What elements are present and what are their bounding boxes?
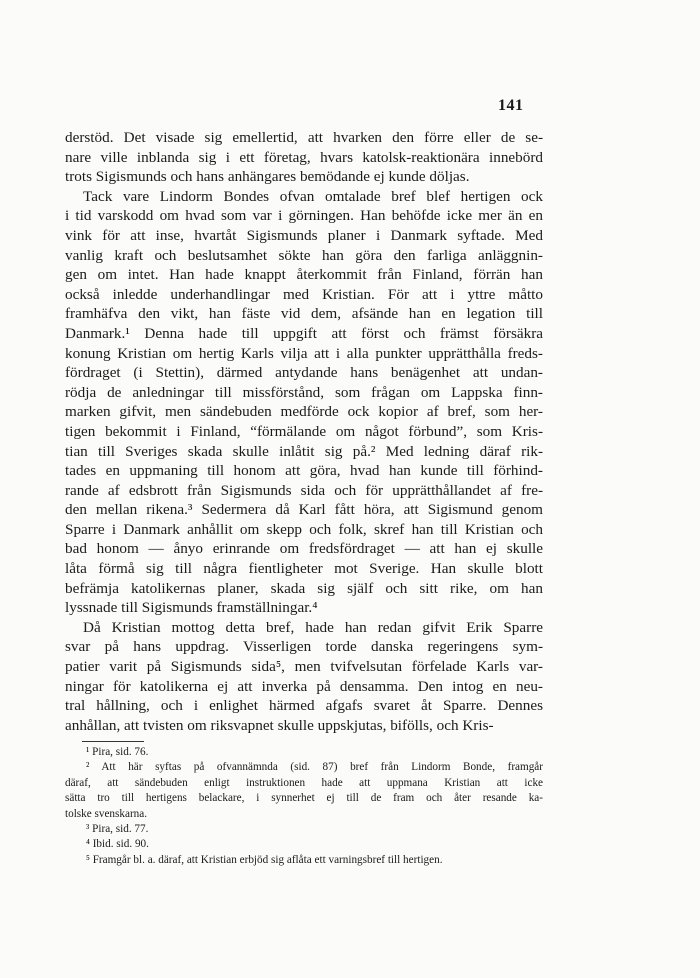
text-line: svar på hans uppdrag. Visserligen torde danska regeringens sym- (65, 638, 543, 656)
text-line: vanlig kraft och beslutsamhet sökte han göra den farliga anläggnin- (65, 246, 543, 264)
text-line: framhäfva den vikt, han fäste vid dem, afsände han en legation till (65, 305, 543, 323)
text-line: ningar för katolikerna ej att inverka på densamma. Den intog en neu- (65, 677, 543, 695)
text-line: Tack vare Lindorm Bondes ofvan omtalade bref blef hertigen ock (83, 187, 543, 205)
text-line: befrämja katolikernas planer, skada sig själf och sitt rike, om han (65, 579, 543, 597)
paragraph (65, 618, 543, 736)
footnote-line: ⁴ Ibid. sid. 90. (86, 838, 149, 851)
footnote-line: tolske svenskarna. (65, 807, 148, 820)
text-line: anhållan, att tvisten om riksvapnet skulle uppskjutas, bifölls, och Kris- (65, 716, 494, 734)
footnote (65, 760, 543, 822)
text-line: patier varit på Sigismunds sida⁵, men tvifvelsutan förfelade Karls var- (65, 658, 543, 676)
text-line: låta förmå sig till några fientligheter mot Sverige. Han skulle blott (65, 560, 543, 578)
text-line: konung Kristian om hertig Karls vilja att i alla punkter upprätthålla freds- (65, 344, 543, 362)
footnote-line: sätta tro till hertigens belackare, i synnerhet ej till de fram och åter resande ka- (65, 792, 543, 805)
text-line: rödja de anledningar till missförstånd, som frågan om Lappska finn- (65, 383, 543, 401)
text-line: trots Sigismunds och hans anhängares bemödande ej kunde döljas. (65, 168, 470, 186)
page-number: 141 (498, 97, 524, 114)
text-line: vink för att inse, hvartåt Sigismunds planer i Danmark syftade. Med (65, 226, 543, 244)
footnotes (65, 745, 543, 868)
text-line: Danmark.¹ Denna hade till uppgift att först och främst försäkra (65, 324, 543, 342)
footnote (65, 822, 543, 837)
footnote-line: ² Att här syftas på ofvannämnda (sid. 87) bref från Lindorm Bonde, framgår (86, 761, 543, 774)
footnote-rule (82, 741, 144, 742)
text-line: bad honom — ånyo erinrande om fredsfördraget — att han ej skulle (65, 540, 543, 558)
text-line: nare ville inblanda sig i ett företag, hvars katolsk-reaktionära innebörd (65, 148, 543, 166)
text-line: tigen bekommit i Finland, “förmälande om något förbund”, som Kris- (65, 422, 543, 440)
text-line: lyssnade till Sigismunds framställningar.⁴ (65, 599, 318, 617)
body-text (65, 128, 543, 735)
text-line: tian till Sveriges skada skulle inlåtit sig på.² Med ledning däraf rik- (65, 442, 543, 460)
text-line: derstöd. Det visade sig emellertid, att hvarken den förre eller de se- (65, 129, 543, 146)
text-line: gen om intet. Han hade knappt återkommit från Finland, förrän han (65, 266, 543, 284)
footnote (65, 837, 543, 852)
text-line: den mellan rikena.³ Sedermera då Karl fått höra, att Sigismund genom (65, 501, 543, 519)
footnote-line: ³ Pira, sid. 77. (86, 822, 149, 835)
text-line: fördraget (i Stettin), därmed antydande hans benägenhet att undan- (65, 364, 543, 382)
text-line: marken gifvit, men sändebuden medförde ock kopior af bref, som her- (65, 403, 543, 421)
footnote (65, 745, 543, 760)
text-line: Då Kristian mottog detta bref, hade han redan gifvit Erik Sparre (83, 618, 543, 636)
footnote-line: ⁵ Framgår bl. a. däraf, att Kristian erbjöd sig aflåta ett varningsbref till hertigen. (86, 853, 443, 866)
footnote (65, 853, 543, 868)
paragraph (65, 187, 543, 618)
text-line: tral hållning, och i enlighet härmed afgafs svaret åt Sparre. Dennes (65, 697, 543, 715)
paragraph (65, 128, 543, 187)
text-line: rande af edsbrott från Sigismunds sida och för upprätthållandet af fre- (65, 481, 543, 499)
text-line: Sparre i Danmark anhållit om skepp och folk, skref han till Kristian och (65, 520, 543, 538)
text-line: också inledde underhandlingar med Kristian. För att i yttre måtto (65, 285, 543, 303)
text-line: i tid varskodd om hvad som var i görningen. Han behöfde icke mer än en (65, 207, 543, 225)
footnote-line: ¹ Pira, sid. 76. (86, 746, 149, 758)
footnote-line: däraf, att sändebuden enligt instruktionen hade att uppmana Kristian att icke (65, 776, 543, 789)
text-line: tades en uppmaning till honom att göra, hvad han kunde till förhind- (65, 462, 543, 480)
